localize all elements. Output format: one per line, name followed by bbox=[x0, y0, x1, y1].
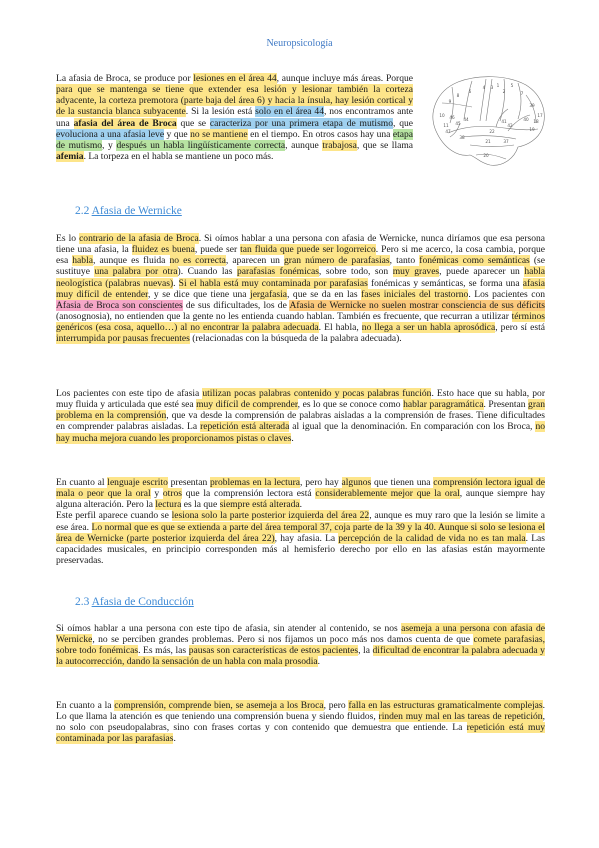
highlight: etapa de mutismo bbox=[56, 128, 414, 151]
brodmann-area-label: 7 bbox=[520, 91, 524, 96]
highlight: lectura bbox=[155, 499, 182, 511]
highlight: solo en el área 44 bbox=[255, 106, 324, 118]
highlight: comprensión lectora igual de mala o peor que la oral bbox=[56, 477, 546, 500]
brodmann-area-label: 5 bbox=[510, 83, 514, 88]
highlight: afasia muy difícil de entender bbox=[56, 277, 545, 300]
highlight: una palabra por otra bbox=[94, 266, 178, 278]
highlight: rinden muy mal en las tareas de repetición bbox=[378, 711, 543, 723]
brodmann-area-label: 37 bbox=[503, 139, 509, 144]
brodmann-area-label: 22 bbox=[489, 129, 495, 134]
brodmann-area-label: 4 bbox=[482, 85, 486, 90]
highlight: lenguaje escrito bbox=[107, 477, 168, 488]
highlight: no llega a ser un habla aprosódica bbox=[361, 322, 496, 334]
highlight: utilizan pocas palabras contenido y pocas palabras función bbox=[202, 388, 432, 399]
brodmann-area-label: 11 bbox=[443, 123, 449, 128]
brodmann-area-label: 20 bbox=[483, 153, 489, 158]
highlight: afasia del área de Broca bbox=[73, 117, 177, 129]
brodmann-area-label: 47 bbox=[445, 129, 451, 134]
conduccion-paragraph-2: En cuanto a la comprensión, comprende bien, se asemeja a los Broca, pero falla en las estructuras gramaticalmente complejas. Lo que llama la atención es que teniendo una comprensión buena y siendo fluidos, rinden muy mal en las tareas de repetición, no solo con pseudopalabras, sino con frases cortas y con contenido que demuestra que entiende. La repetición está muy contaminada por las parafasias. bbox=[56, 700, 546, 745]
highlight: interrumpida por pausas frecuentes bbox=[56, 333, 190, 345]
highlight: asemeja a una persona con afasia de Wernicke bbox=[56, 623, 545, 646]
highlight: términos genéricos (esa cosa, aquello…) al no encontrar la palabra adecuada bbox=[56, 311, 545, 334]
wernicke-paragraph-1: Es lo contrario de la afasia de Broca. Si oímos hablar a una persona con afasia de Wernicke, nunca diríamos que esa persona tiene una afasia, la fluidez es buena, puede ser tan fluida que puede ser logorreico. Pero si me acerco, la cosa cambia, porque esa habla, aunque es fluida no es correcta, aparecen un gran número de parafasias, tanto fonémicas como semánticas (se sustituye una palabra por otra). Cuando las parafasias fonémicas, sobre todo, son muy graves, puede aparecer un habla neologística (palabras nuevas). Si el habla está muy contaminada por parafasias fonémicas y semánticas, se forma una afasia muy difícil de entender, y se dice que tiene una jergafasia, que se da en las fases iniciales del trastorno. Los pacientes con Afasia de Broca son conscientes de sus dificultades, los de Afasia de Wernicke no suelen mostrar consciencia de sus déficits (anosognosia), no entienden que la gente no les entienda cuando hablan. También es frecuente, que recurran a utilizar términos genéricos (esa cosa, aquello…) al no encontrar la palabra adecuada. El habla, no llega a ser un habla aprosódica, pero sí está interrumpida por pausas frecuentes (relacionadas con la búsqueda de la palabra adecuada). bbox=[56, 233, 546, 345]
brodmann-area-label: 42 bbox=[507, 123, 513, 128]
page-header: Neuropsicología bbox=[266, 38, 333, 49]
highlight: no se mantiene bbox=[190, 128, 248, 140]
highlight: afemia bbox=[56, 151, 84, 163]
highlight: gran número de parafasias bbox=[284, 255, 390, 267]
highlight: dificultad de encontrar la palabra adecuada y la autocorrección, dando la sensación de un habla con mala prosodia bbox=[56, 645, 545, 668]
brodmann-area-label: 39 bbox=[529, 103, 535, 108]
brodmann-area-label: 19 bbox=[529, 127, 535, 132]
section-heading-wernicke: 2.2 Afasia de Wernicke bbox=[75, 205, 182, 217]
highlight: Afasia de Wernicke no suelen mostrar consciencia de sus déficits bbox=[289, 299, 545, 311]
brodmann-area-label: 18 bbox=[533, 119, 539, 124]
brodmann-area-label: 6 bbox=[468, 89, 472, 94]
highlight: algunos bbox=[341, 477, 372, 488]
highlight: parafasias fonémicas bbox=[236, 266, 319, 278]
highlight: repetición está muy contaminada por las parafasias bbox=[56, 722, 545, 745]
highlight: después un habla lingüísticamente correcta bbox=[116, 139, 286, 151]
highlight: para que se mantenga se tiene que extender esa lesión y lesionar también la corteza adyacente, la corteza premotora (parte baja del área 6) y hacia la ínsula, hay lesión cortical y de la sustancia blanca subyacente bbox=[56, 84, 413, 118]
highlight: pausas son características de estos pacientes bbox=[188, 645, 359, 657]
brodmann-area-label: 45 bbox=[455, 121, 461, 126]
brodmann-area-label: 41 bbox=[501, 119, 507, 124]
highlight: muy difícil de comprender bbox=[196, 399, 298, 411]
wernicke-paragraph-2: Los pacientes con este tipo de afasia utilizan pocas palabras contenido y pocas palabras función. Esto hace que su habla, por muy fluida y articulada que esté sea muy difícil de comprender, es lo que se conoce como hablar paragramática. Presentan gran problema en la comprensión, que va desde la comprensión de palabras aisladas a la comprensión de frases. Tiene dificultades en comprender palabras aisladas. La repetición está alterada al igual que la denominación. En comparación con los Broca, no hay mucha mejora cuando les proporcionamos pistas o claves. bbox=[56, 388, 546, 444]
brodmann-area-label: 10 bbox=[439, 113, 445, 118]
highlight: lesiona solo la parte posterior izquierda del área 22 bbox=[171, 510, 370, 522]
brodmann-area-label: 2 bbox=[502, 89, 506, 94]
highlight: evoluciona a una afasia leve bbox=[56, 128, 165, 140]
brodmann-area-label: 3 bbox=[490, 85, 494, 90]
highlight: contrario de la afasia de Broca bbox=[79, 233, 199, 244]
highlight: siempre está alterada bbox=[219, 499, 300, 511]
highlight: Si el habla está muy contaminada por parafasias bbox=[178, 277, 368, 289]
intro-paragraph: La afasia de Broca, se produce por lesiones en el área 44, aunque incluye más áreas. Porque para que se mantenga se tiene que extender esa lesión y lesionar también la corteza adyacente, la corteza premotora (parte baja del área 6) y hacia la ínsula, hay lesión cortical y de la sustancia blanca subyacente. Si la lesión está solo en el área 44, nos encontramos ante una afasia del área de Broca que se caracteriza por una primera etapa de mutismo, que evoluciona a una afasia leve y que no se mantiene en el tiempo. En otros casos hay una etapa de mutismo, y después un habla lingüísticamente correcta, aunque trabajosa, que se llama afemia. La torpeza en el habla se mantiene un poco más. bbox=[56, 73, 414, 163]
highlight: caracteriza por una primera etapa de mutismo bbox=[209, 117, 393, 129]
highlight: considerablemente mejor que la oral bbox=[315, 488, 460, 500]
highlight: tan fluida que puede ser logorreico bbox=[240, 244, 376, 256]
brodmann-area-label: 38 bbox=[459, 135, 465, 140]
brodmann-area-label: 46 bbox=[449, 115, 455, 120]
section-title: Afasia de Conducción bbox=[91, 596, 194, 608]
highlight: no es correcta bbox=[169, 255, 226, 267]
highlight: fases iniciales del trastorno bbox=[361, 288, 469, 300]
brodmann-area-label: 40 bbox=[523, 117, 529, 122]
section-title: Afasia de Wernicke bbox=[91, 205, 182, 217]
brodmann-area-label: 9 bbox=[448, 99, 452, 104]
brodmann-area-label: 21 bbox=[485, 139, 491, 144]
conduccion-paragraph-1: Si oímos hablar a una persona con este tipo de afasia, sin atender al contenido, se nos asemeja a una persona con afasia de Wernicke, no se perciben grandes problemas. Pero si nos fijamos un poco más nos damos cuenta de que comete parafasias, sobre todo fonémicas. Es más, las pausas son características de estos pacientes, la dificultad de encontrar la palabra adecuada y la autocorrección, dando la sensación de un habla con mala prosodia. bbox=[56, 623, 545, 668]
brodmann-area-label: 44 bbox=[463, 117, 469, 122]
highlight: muy graves bbox=[392, 266, 440, 278]
highlight: hablar paragramática bbox=[403, 399, 484, 411]
highlight: fonémicas como semánticas bbox=[419, 255, 530, 267]
highlight: Afasia de Broca son conscientes bbox=[56, 299, 183, 311]
section-heading-conduccion: 2.3 Afasia de Conducción bbox=[75, 596, 194, 608]
brodmann-area-label: 17 bbox=[537, 113, 543, 118]
brain-brodmann-diagram bbox=[422, 73, 550, 171]
highlight: habla bbox=[72, 255, 93, 267]
highlight: Lo normal que es que se extienda a parte del área temporal 37, coja parte de la 39 y la 40. Aunque si solo se lesiona el área de Wernicke (parte posterior izquierda del área 22) bbox=[56, 521, 545, 544]
highlight: no hay mucha mejora cuando les proporcionamos pistas o claves bbox=[56, 421, 545, 444]
highlight: repetición está alterada bbox=[200, 421, 290, 433]
highlight: falla en las estructuras gramaticalmente complejas bbox=[348, 700, 543, 711]
wernicke-paragraph-3: En cuanto al lenguaje escrito presentan problemas en la lectura, pero hay algunos que tienen una comprensión lectora igual de mala o peor que la oral y otros que la comprensión lectora está considerablemente mejor que la oral, aunque siempre hay alguna alteración. Pero la lectura es la que siempre está alterada. Este perfil aparece cuando se lesiona solo la parte posterior izquierda del área 22, aunque es muy raro que la lesión se limite a ese área. Lo normal que es que se extienda a parte del área temporal 37, coja parte de la 39 y la 40. Aunque si solo se lesiona el área de Wernicke (parte posterior izquierda del área 22), hay afasia. La percepción de la calidad de vida no es tan mala. Las capacidades musicales, en principio corresponden más al hemisferio derecho por ello en las afasias están mayormente preservadas. bbox=[56, 477, 546, 567]
highlight: otros bbox=[162, 488, 183, 500]
highlight: lesiones en el área 44 bbox=[193, 73, 277, 84]
highlight: gran problema en la comprensión bbox=[56, 399, 546, 422]
brodmann-area-label: 8 bbox=[456, 93, 460, 98]
highlight: problemas en la lectura bbox=[210, 477, 301, 488]
highlight: trabajosa bbox=[322, 139, 357, 151]
highlight: fluidez es buena bbox=[131, 244, 195, 256]
highlight: comprensión, comprende bien, se asemeja a los Broca bbox=[114, 700, 324, 711]
brodmann-area-label: 1 bbox=[496, 83, 500, 88]
highlight: habla neologística (palabras nuevas) bbox=[56, 266, 546, 289]
highlight: comete parafasias, sobre todo fonémicas bbox=[56, 634, 545, 657]
highlight: percepción de la calidad de vida no es tan mala bbox=[338, 532, 526, 544]
highlight: jergafasia bbox=[250, 288, 287, 300]
